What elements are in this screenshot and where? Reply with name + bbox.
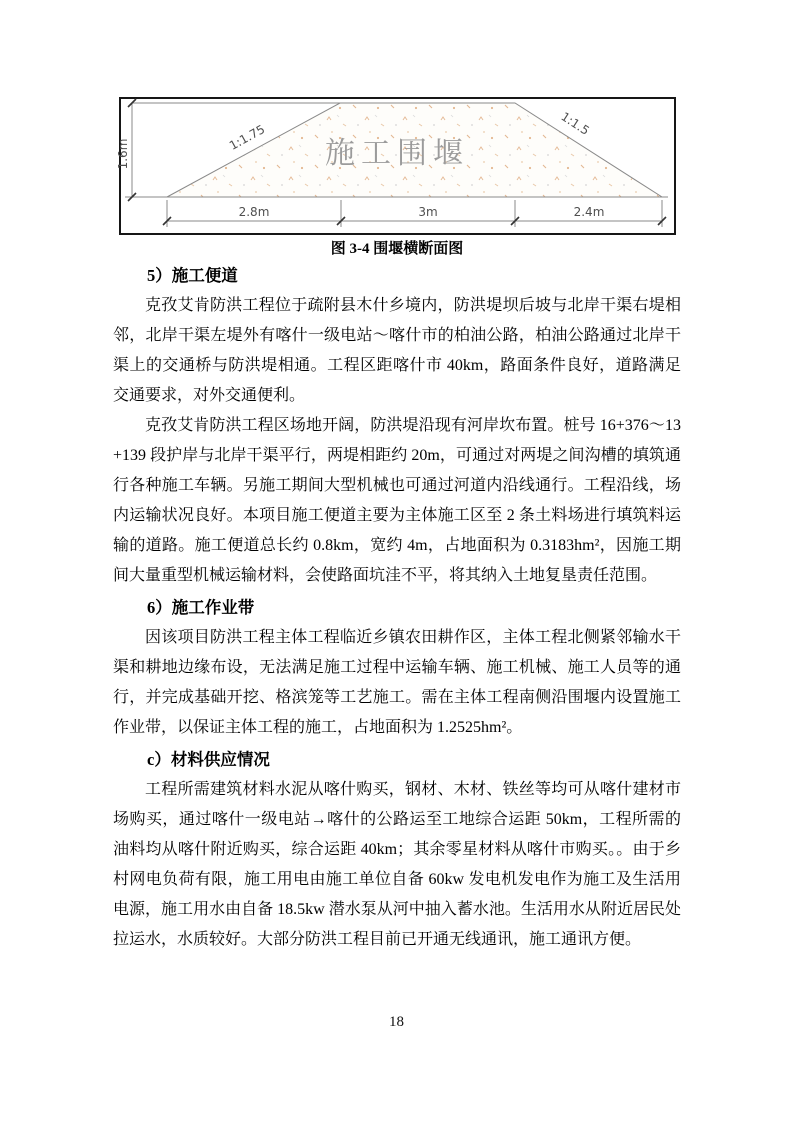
section-heading-c: c）材料供应情况	[147, 750, 270, 769]
figure-caption: 图 3-4 围堰横断面图	[330, 241, 464, 257]
figure-body-label: 施工围堰	[325, 136, 469, 171]
section-6-paragraph-1: 因该项目防洪工程主体工程临近乡镇农田耕作区，主体工程北侧紧邻输水干渠和耕地边缘布设，无法满足施工过程中运输车辆、施工机械、施工人员等的通行，并完成基础开挖、格滨笼等工艺施工。需在主体工程南侧沿围堰内设置施工作业带，以保证主体工程的施工，占地面积为 1.2525hm²。	[113, 629, 681, 736]
cofferdam-cross-section-diagram	[116, 99, 674, 233]
figure-height-label: 1.6m	[116, 138, 130, 170]
figure-left-slope-label: 1:1.75	[226, 122, 268, 153]
figure-dim-left-label: 2.8m	[238, 205, 270, 219]
section-5-paragraph-1: 克孜艾肯防洪工程位于疏附县木什乡境内，防洪堤坝后坡与北岸干渠右堤相邻，北岸干渠左堤外有喀什一级电站～喀什市的柏油公路，柏油公路通过北岸干渠上的交通桥与防洪堤相通。工程区距喀什市 40km，路面条件良好，道路满足交通要求，对外交通便利。	[113, 297, 681, 404]
section-heading-6: 6）施工作业带	[147, 598, 255, 617]
section-c-paragraph-1: 工程所需建筑材料水泥从喀什购买，钢材、木材、铁丝等均可从喀什建材市场购买，通过喀什一级电站→喀什的公路运至工地综合运距 50km，工程所需的油料均从喀什附近购买，综合运距 40km；其余零星材料从喀什市购买。。由于乡村网电负荷有限，施工用电由施工单位自备 60kw 发电机发电作为施工及生活用电源，施工用水由自备 18.5kw 潜水泵从河中抽入蓄水池。生活用水从附近居民处拉运水，水质较好。大部分防洪工程目前已开通无线通讯，施工通讯方便。	[113, 781, 681, 948]
figure-dim-right-label: 2.4m	[573, 205, 605, 219]
section-heading-5: 5）施工便道	[147, 266, 238, 285]
figure-right-slope-label: 1:1.5	[558, 109, 592, 138]
cofferdam-figure-frame	[116, 97, 676, 235]
page-number: 18	[389, 1014, 404, 1030]
page-content	[113, 97, 681, 955]
figure-dim-middle-label: 3m	[418, 205, 438, 219]
section-5-paragraph-2: 克孜艾肯防洪工程区场地开阔，防洪堤沿现有河岸坎布置。桩号 16+376～13+139 段护岸与北岸干渠平行，两堤相距约 20m，可通过对两堤之间沟槽的填筑通行各种施工车辆。另施工期间大型机械也可通过河道内沿线通行。工程沿线，场内运输状况良好。本项目施工便道主要为主体施工区至 2 条土料场进行填筑料运输的道路。施工便道总长约 0.8km，宽约 4m，占地面积为 0.3183hm²，因施工期间大量重型机械运输材料，会使路面坑洼不平，将其纳入土地复垦责任范围。	[113, 417, 681, 584]
